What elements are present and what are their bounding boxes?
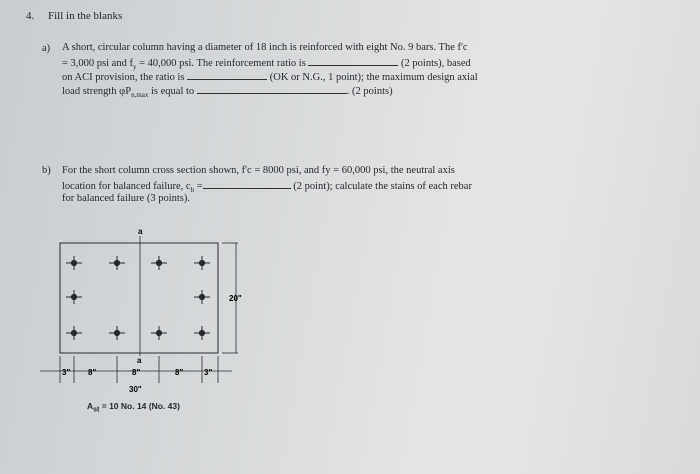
- part-b-line-1: For the short column cross section shown, f'c = 8000 psi, and fy = 60,000 psi, the neutral axis: [62, 165, 455, 176]
- rebar-top-1: [66, 256, 82, 270]
- column-outline: [60, 243, 218, 353]
- rebar-mid-left: [66, 290, 82, 304]
- rebar-bottom-1: [66, 326, 82, 340]
- rebar-mid-right: [194, 290, 210, 304]
- edge-dimension-right: 3": [204, 368, 213, 377]
- height-dimension-label: 20": [229, 294, 242, 303]
- part-b-line-2: location for balanced failure, $c_b = (2$ point); calculate the stains of each rebar: [62, 181, 472, 195]
- rebar-top-4: [194, 256, 210, 270]
- spacing-dimension-1: 8": [88, 368, 97, 377]
- part-a-line-4: load strength $\varphi P_{n,max}$ is equal to . (2 points): [62, 86, 393, 100]
- rebar-top-3: [151, 256, 167, 270]
- part-a-label: a): [42, 43, 51, 54]
- part-a-line-3: on ACI provision, the ratio is (OK or N.G., 1 point); the maximum design axial: [62, 72, 478, 83]
- part-b-label: b): [42, 165, 51, 176]
- steel-area-label: $A_{st} = 10$ No. 14 (No. 43): [87, 401, 180, 414]
- section-label-bottom: a: [137, 356, 142, 365]
- part-a-line-2: = 3,000 psi and $f_y = 40,000$ psi. The reinforcement ratio is (2 points), based: [62, 58, 471, 72]
- section-label-top: a: [138, 227, 143, 236]
- rebar-bottom-2: [109, 326, 125, 340]
- total-width-label: 30": [129, 385, 142, 394]
- rebar-top-2: [109, 256, 125, 270]
- spacing-dimension-3: 8": [175, 368, 184, 377]
- part-a-line-1: A short, circular column having a diameter of 18 inch is reinforced with eight No. 9 bars. The f'c: [62, 42, 468, 53]
- spacing-dimension-2: 8": [132, 368, 141, 377]
- question-title: Fill in the blanks: [48, 10, 123, 22]
- edge-dimension-left: 3": [62, 368, 71, 377]
- rebar-bottom-4: [194, 326, 210, 340]
- question-number: 4.: [26, 10, 35, 22]
- part-b-line-3: for balanced failure (3 points).: [62, 193, 190, 204]
- rebar-bottom-3: [151, 326, 167, 340]
